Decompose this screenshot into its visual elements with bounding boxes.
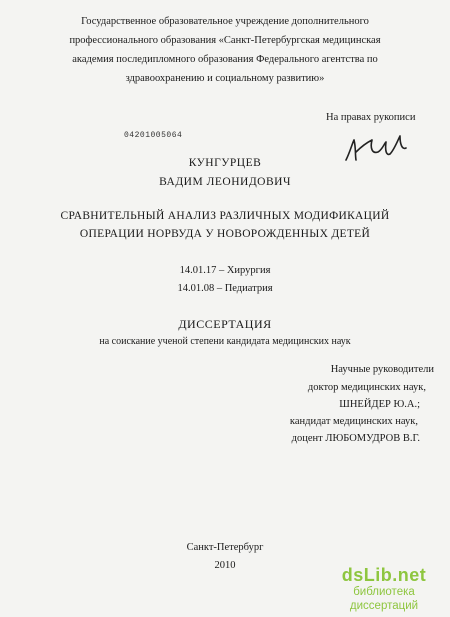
institution-line-2: профессионального образования «Санкт-Петербургская медицинская: [69, 35, 381, 46]
supervisors-heading: Научные руководители: [330, 364, 434, 375]
thesis-title-line-1: СРАВНИТЕЛЬНЫЙ АНАЛИЗ РАЗЛИЧНЫХ МОДИФИКАЦИЙ: [60, 210, 390, 222]
degree-line: на соискание ученой степени кандидата медицинских наук: [99, 336, 351, 347]
thesis-title-line-2: ОПЕРАЦИИ НОРВУДА У НОВОРОЖДЕННЫХ ДЕТЕЙ: [79, 228, 371, 240]
supervisor-2-name: доцент ЛЮБОМУДРОВ В.Г.: [291, 433, 420, 444]
author-name: ВАДИМ ЛЕОНИДОВИЧ: [159, 176, 291, 188]
manuscript-note: На правах рукописи: [326, 112, 416, 123]
supervisor-1-degree: доктор медицинских наук,: [307, 382, 426, 393]
watermark-subtitle: библиотека диссертаций: [349, 586, 419, 612]
watermark-name: dsLib.net: [341, 565, 427, 585]
document-type: ДИССЕРТАЦИЯ: [178, 317, 272, 331]
institution-line-4: здравоохранению и социальному развитию»: [125, 73, 325, 84]
city: Санкт-Петербург: [186, 542, 264, 553]
author-surname: КУНГУРЦЕВ: [188, 157, 262, 169]
institution-line-1: Государственное образовательное учреждение дополнительного: [81, 16, 369, 27]
institution-line-3: академия последипломного образования Федерального агентства по: [72, 54, 378, 65]
year: 2010: [214, 560, 236, 571]
supervisor-1-name: ШНЕЙДЕР Ю.А.;: [339, 399, 420, 410]
catalog-number: 04201005064: [124, 131, 183, 140]
specialty-surgery: 14.01.17 – Хирургия: [179, 265, 271, 276]
supervisor-2-degree: кандидат медицинских наук,: [289, 416, 418, 427]
dslib-watermark-logo: [324, 565, 444, 613]
specialty-pediatrics: 14.01.08 – Педиатрия: [177, 283, 273, 294]
